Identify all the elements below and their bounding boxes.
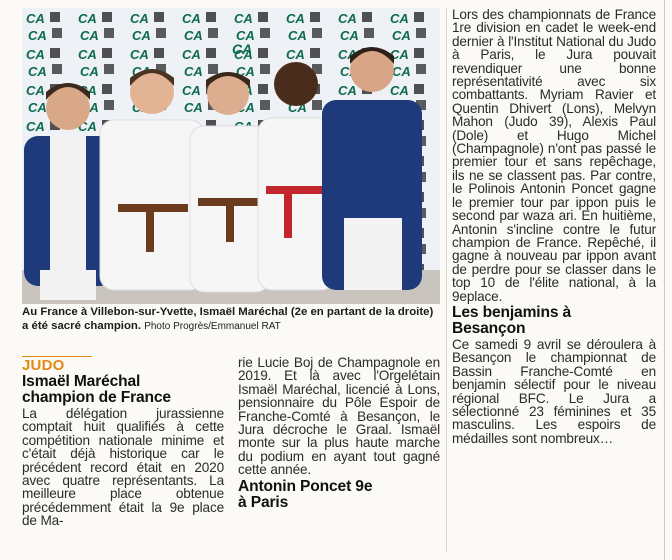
judoka-group-photo <box>22 8 440 304</box>
article3-body: Ce samedi 9 avril se déroulera à Besançon le championnat de Bassin Franche-Comté en benjamin sélectif pour le niveau régional BFC. Le Jura a sélectionné 23 féminines et 35 masculins. Les espoirs de médailles sont nombreux… <box>452 336 656 446</box>
article-photo <box>22 8 440 304</box>
page-edge-rule <box>664 0 665 560</box>
headline-line1: Ismaël Maréchal <box>22 373 141 390</box>
article1-column2 <box>238 356 440 512</box>
article2-subhead-line1: Antonin Poncet 9e <box>238 477 373 495</box>
section-kicker: JUDO <box>22 356 92 373</box>
article2-body: Lors des championnats de France 1re division en cadet le week-end dernier à l'Institut National du Judo à Paris, le Jura pouvait revendiquer une bonne représentativité avec six combattants. Myriam Ravier et Quentin Dhivert (Lons), Melvyn Mahon (Judo 39), Alexis Paul (Dole) et Hugo Michel (Champagnole) n'ont pas passé le premier tour et sans repêchage, ils ne se classent pas. Par contre, le Polinois Antonin Poncet gagne le premier tour par ippon puis le second par waza ari. En huitième, Antonin s'incline contre le futur champion de France. Repêché, il gagne à nouveau par ippon avant de perdre pour se classer dans le top 10 de l'élite national, à la 9eplace. <box>452 7 656 304</box>
article3-subhead-line2: Besançon <box>452 319 526 337</box>
photo-credit: Photo Progrès/Emmanuel RAT <box>144 321 281 332</box>
article-headline <box>22 374 224 406</box>
article1-body-part2: rie Lucie Boj de Champagnole en 2019. Et là avec l'Orgelétain Ismaël Maréchal, licencié à Lons, pensionnaire du Pôle Espoir de Franche-Comté à Besançon, le Jura décroche le Graal. Ismaël monte sur la plus haute marche du podium en ayant tout gagné cette année. <box>238 355 440 478</box>
headline-line2: champion de France <box>22 389 171 406</box>
article2-subhead <box>238 479 440 511</box>
article3-subhead <box>452 305 656 337</box>
article2-subhead-line2: à Paris <box>238 493 289 511</box>
photo-caption <box>22 305 440 334</box>
article1-column1 <box>22 356 224 528</box>
sponsor-logo: CA <box>232 41 253 57</box>
article3-subhead-line1: Les benjamins à <box>452 303 572 321</box>
article-column3 <box>452 8 656 445</box>
caption-text: Au France à Villebon-sur-Yvette, Ismaël Maréchal (2e en partant de la droite) a été sacré champion. <box>22 306 434 332</box>
column-rule <box>446 8 447 552</box>
article1-body-part1: La délégation jurassienne comptait huit qualifiés à cette compétition nationale minime et c'était déjà historique car le précédent record était en 2020 avec quatre représentants. La meilleure place obtenue précédemment était la 9e place de Ma- <box>22 406 224 529</box>
